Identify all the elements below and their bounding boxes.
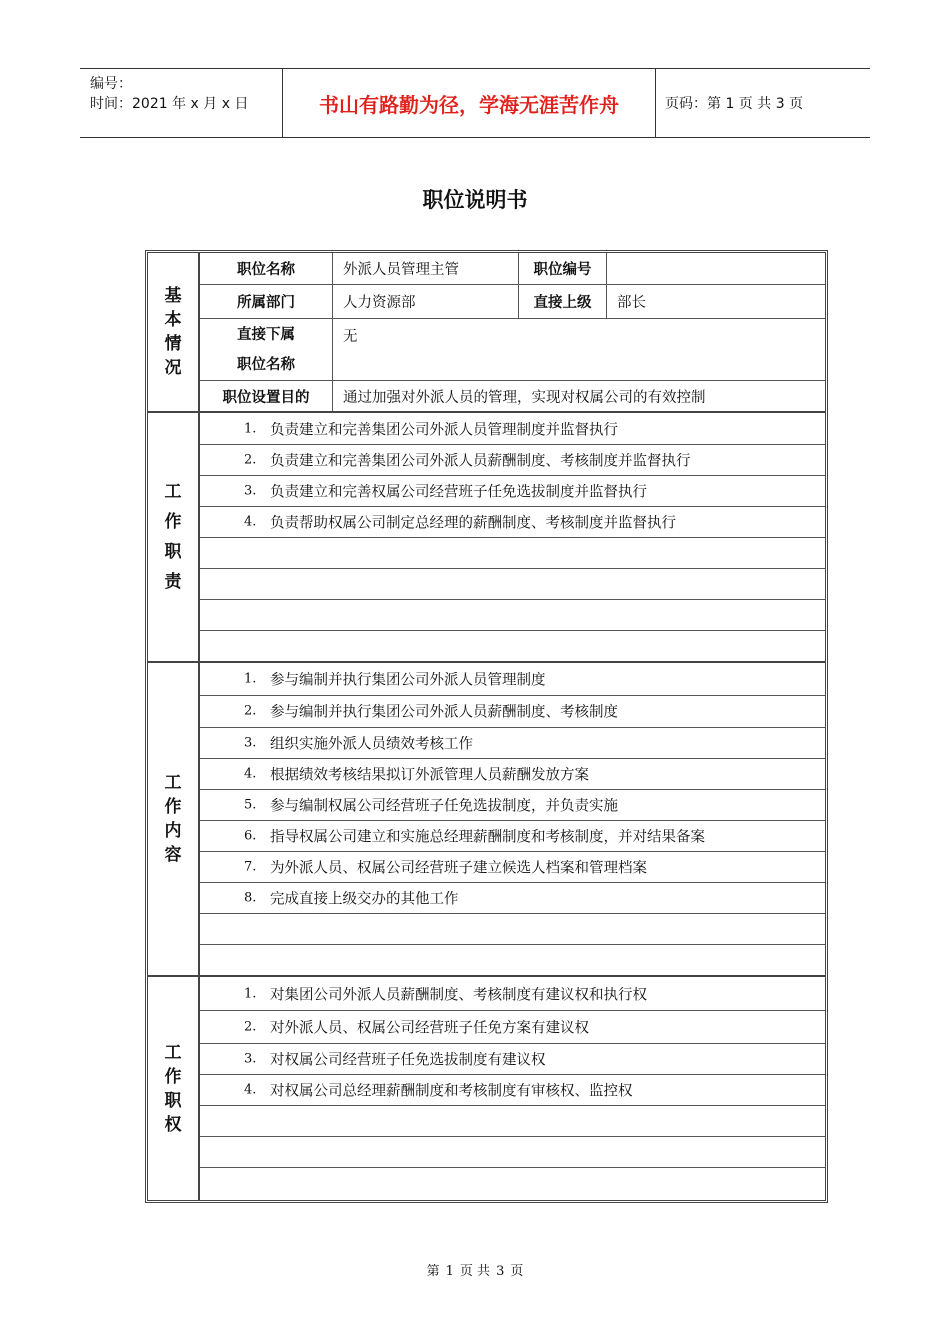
section-label-authority-text: 工作职权: [164, 1042, 182, 1135]
list-item-empty: [200, 568, 825, 600]
list-item-text: 完成直接上级交办的其他工作: [270, 891, 459, 907]
department-value: 人力资源部: [333, 285, 519, 319]
list-item: [200, 413, 825, 445]
list-item-empty: [200, 630, 825, 661]
list-item-empty: [200, 913, 825, 945]
section-label-content: [148, 663, 200, 975]
list-item: [200, 475, 825, 507]
subordinate-label: [200, 319, 333, 381]
list-item-text: 参与编制权属公司经营班子任免选拔制度，并负责实施: [270, 798, 618, 814]
section-label-basic: [148, 253, 200, 411]
position-code-value: [607, 253, 825, 285]
footer-page-number: 1: [445, 1264, 454, 1279]
page-footer: [0, 1260, 950, 1279]
list-item-number: 2.: [244, 452, 257, 467]
supervisor-value: 部长: [607, 285, 825, 319]
subordinate-value: 无: [333, 319, 825, 381]
list-item-text: 参与编制并执行集团公司外派人员管理制度: [270, 672, 546, 689]
basic-info-grid: [200, 253, 825, 411]
list-item-number: 7.: [244, 859, 257, 874]
list-item: [200, 506, 825, 538]
list-item-number: 3.: [244, 1051, 257, 1066]
subordinate-label-line2: 职位名称: [237, 356, 295, 373]
list-item-text: 对外派人员、权属公司经营班子任免方案有建议权: [270, 1020, 589, 1036]
list-item-empty: [200, 537, 825, 569]
section-label-authority: [148, 977, 200, 1200]
position-code-label: 职位编号: [519, 253, 607, 285]
footer-mid: 页 共: [459, 1264, 491, 1279]
list-item-number: 2.: [244, 1019, 257, 1034]
footer-total-pages: 3: [496, 1264, 505, 1279]
purpose-label: 职位设置目的: [200, 381, 333, 411]
header-meta: [80, 69, 282, 137]
list-item-text: 根据绩效考核结果拟订外派管理人员薪酬发放方案: [270, 767, 589, 783]
job-description-form: [145, 250, 828, 1203]
duties-list: [200, 413, 825, 661]
list-item-text: 对集团公司外派人员薪酬制度、考核制度有建议权和执行权: [270, 987, 647, 1003]
list-item-text: 指导权属公司建立和实施总经理薪酬制度和考核制度，并对结果备案: [270, 829, 705, 845]
list-item: [200, 727, 825, 759]
list-item-empty: [200, 1167, 825, 1200]
list-item-text: 组织实施外派人员绩效考核工作: [270, 736, 473, 752]
list-item: [200, 977, 825, 1011]
list-item: [200, 444, 825, 476]
list-item: [200, 851, 825, 883]
list-item-text: 负责建立和完善权属公司经营班子任免选拔制度并监督执行: [270, 484, 647, 500]
list-item: [200, 758, 825, 790]
list-item-number: 1.: [244, 671, 257, 687]
list-item-empty: [200, 944, 825, 975]
footer-suffix: 页: [510, 1264, 524, 1279]
list-item-number: 5.: [244, 797, 257, 812]
document-header: [80, 68, 870, 138]
list-item-empty: [200, 599, 825, 631]
section-authority: [148, 977, 825, 1200]
purpose-value: 通过加强对外派人员的管理，实现对权属公司的有效控制: [343, 389, 706, 406]
number-label: 编号：: [90, 76, 132, 92]
department-label: 所属部门: [200, 285, 333, 319]
list-item-text: 负责建立和完善集团公司外派人员管理制度并监督执行: [270, 422, 618, 438]
list-item-number: 3.: [244, 483, 257, 498]
list-item-number: 2.: [244, 703, 257, 719]
list-item-text: 负责建立和完善集团公司外派人员薪酬制度、考核制度并监督执行: [270, 453, 691, 469]
section-duties: [148, 413, 825, 663]
list-item: [200, 1043, 825, 1075]
list-item-number: 4.: [244, 1082, 257, 1097]
authority-list: [200, 977, 825, 1200]
header-motto: 书山有路勤为径，学海无涯苦作舟: [282, 69, 656, 137]
list-item-number: 3.: [244, 735, 257, 750]
list-item: [200, 663, 825, 696]
list-item: [200, 1010, 825, 1044]
position-name-value: 外派人员管理主管: [333, 253, 519, 285]
list-item-text: 对权属公司总经理薪酬制度和考核制度有审核权、监控权: [270, 1083, 633, 1099]
list-item-number: 1.: [244, 421, 257, 436]
list-item-number: 8.: [244, 890, 257, 905]
header-page-info: 页码：第 1 页 共 3 页: [665, 96, 804, 112]
footer-prefix: 第: [426, 1264, 440, 1279]
section-label-duties-text: 工作职责: [164, 482, 182, 592]
list-item-text: 为外派人员、权属公司经营班子建立候选人档案和管理档案: [270, 860, 647, 876]
list-item-empty: [200, 1136, 825, 1168]
list-item-number: 4.: [244, 766, 257, 781]
list-item: [200, 789, 825, 821]
section-label-content-text: 工作内容: [164, 773, 182, 865]
section-label-basic-text: 基本情况: [164, 286, 182, 378]
list-item: [200, 882, 825, 914]
list-item-number: 1.: [244, 986, 257, 1001]
list-item: [200, 695, 825, 728]
list-item-text: 对权属公司经营班子任免选拔制度有建议权: [270, 1052, 546, 1068]
supervisor-label: 直接上级: [519, 285, 607, 319]
section-basic-info: [148, 253, 825, 413]
section-work-content: [148, 663, 825, 977]
time-label: 时间：2021 年 x 月 x 日: [90, 96, 249, 112]
subordinate-label-line1: 直接下属: [237, 326, 295, 343]
list-item-number: 6.: [244, 828, 257, 843]
list-item: [200, 820, 825, 852]
list-item-text: 负责帮助权属公司制定总经理的薪酬制度、考核制度并监督执行: [270, 515, 676, 531]
list-item-empty: [200, 1105, 825, 1137]
position-name-label: 职位名称: [200, 253, 333, 285]
list-item-number: 4.: [244, 514, 257, 529]
page-title: 职位说明书: [422, 188, 528, 212]
section-label-duties: [148, 413, 200, 661]
content-list: [200, 663, 825, 975]
list-item: [200, 1074, 825, 1106]
list-item-text: 参与编制并执行集团公司外派人员薪酬制度、考核制度: [270, 704, 618, 721]
